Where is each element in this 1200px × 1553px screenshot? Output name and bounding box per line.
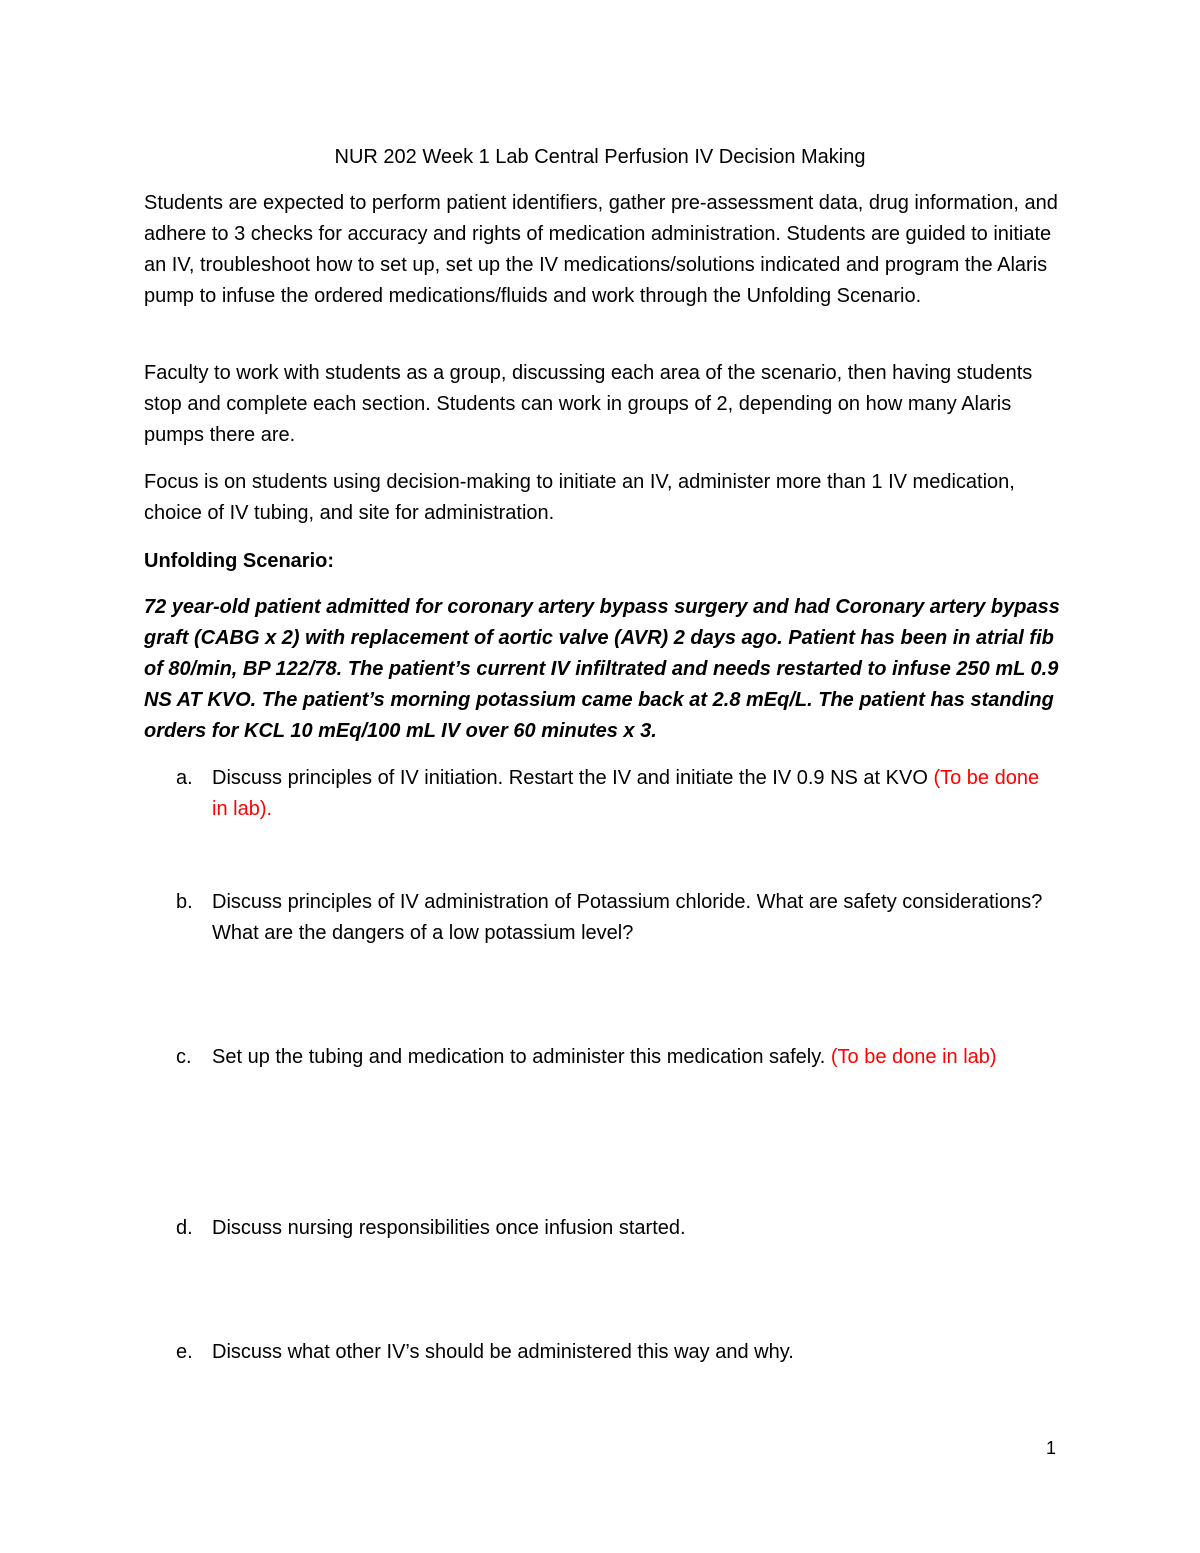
question-text <box>212 763 1056 825</box>
question-text <box>212 1337 1056 1368</box>
question-text <box>212 887 1056 949</box>
question-c <box>176 1042 1056 1073</box>
scenario-text: 72 year-old patient admitted for coronary artery bypass surgery and had Coronary artery bypass graft (CABG x 2) with replacement of aortic valve (AVR) 2 days ago. Patient has been in atrial fib of 80/min, BP 122/78. The patient’s current IV infiltrated and needs restarted to infuse 250 mL 0.9 NS AT KVO. The patient’s morning potassium came back at 2.8 mEq/L. The patient has standing orders for KCL 10 mEq/100 mL IV over 60 minutes x 3. <box>144 596 1060 742</box>
intro-paragraph: Students are expected to perform patient identifiers, gather pre-assessment data, drug information, and adhere to 3 checks for accuracy and rights of medication administration. Students are guided to initiate an IV, troubleshoot how to set up, set up the IV medications/solutions indicated and program the Alaris pump to infuse the ordered medications/fluids and work through the Unfolding Scenario. <box>144 192 1058 307</box>
question-text <box>212 1213 1056 1244</box>
question-text <box>212 1042 1056 1073</box>
question-body: Discuss nursing responsibilities once infusion started. <box>212 1217 686 1239</box>
question-letter: b. <box>176 891 193 913</box>
question-body: Discuss what other IV’s should be administered this way and why. <box>212 1341 794 1363</box>
lab-note: (To be done in lab) <box>830 1046 997 1068</box>
focus-paragraph: Focus is on students using decision-making to initiate an IV, administer more than 1 IV medication, choice of IV tubing, and site for administration. <box>144 471 1015 524</box>
question-b <box>176 887 1056 949</box>
question-letter: a. <box>176 767 193 789</box>
document-title: NUR 202 Week 1 Lab Central Perfusion IV Decision Making <box>334 146 866 168</box>
scenario-heading: Unfolding Scenario: <box>144 550 334 572</box>
lab-note: (To be done in lab). <box>212 767 1040 820</box>
page-number: 1 <box>1046 1438 1057 1458</box>
question-body: Discuss principles of IV administration of Potassium chloride. What are safety considerations? What are the dangers of a low potassium level? <box>212 891 1043 944</box>
question-letter: c. <box>176 1046 192 1068</box>
question-letter: e. <box>176 1341 193 1363</box>
question-e <box>176 1337 1056 1368</box>
question-body: Set up the tubing and medication to administer this medication safely. <box>212 1046 831 1068</box>
question-d <box>176 1213 1056 1244</box>
question-a <box>176 763 1056 825</box>
question-body: Discuss principles of IV initiation. Restart the IV and initiate the IV 0.9 NS at KVO <box>212 767 934 789</box>
question-letter: d. <box>176 1217 193 1239</box>
faculty-paragraph: Faculty to work with students as a group, discussing each area of the scenario, then having students stop and complete each section. Students can work in groups of 2, depending on how many Alaris pumps there are. <box>144 362 1033 446</box>
